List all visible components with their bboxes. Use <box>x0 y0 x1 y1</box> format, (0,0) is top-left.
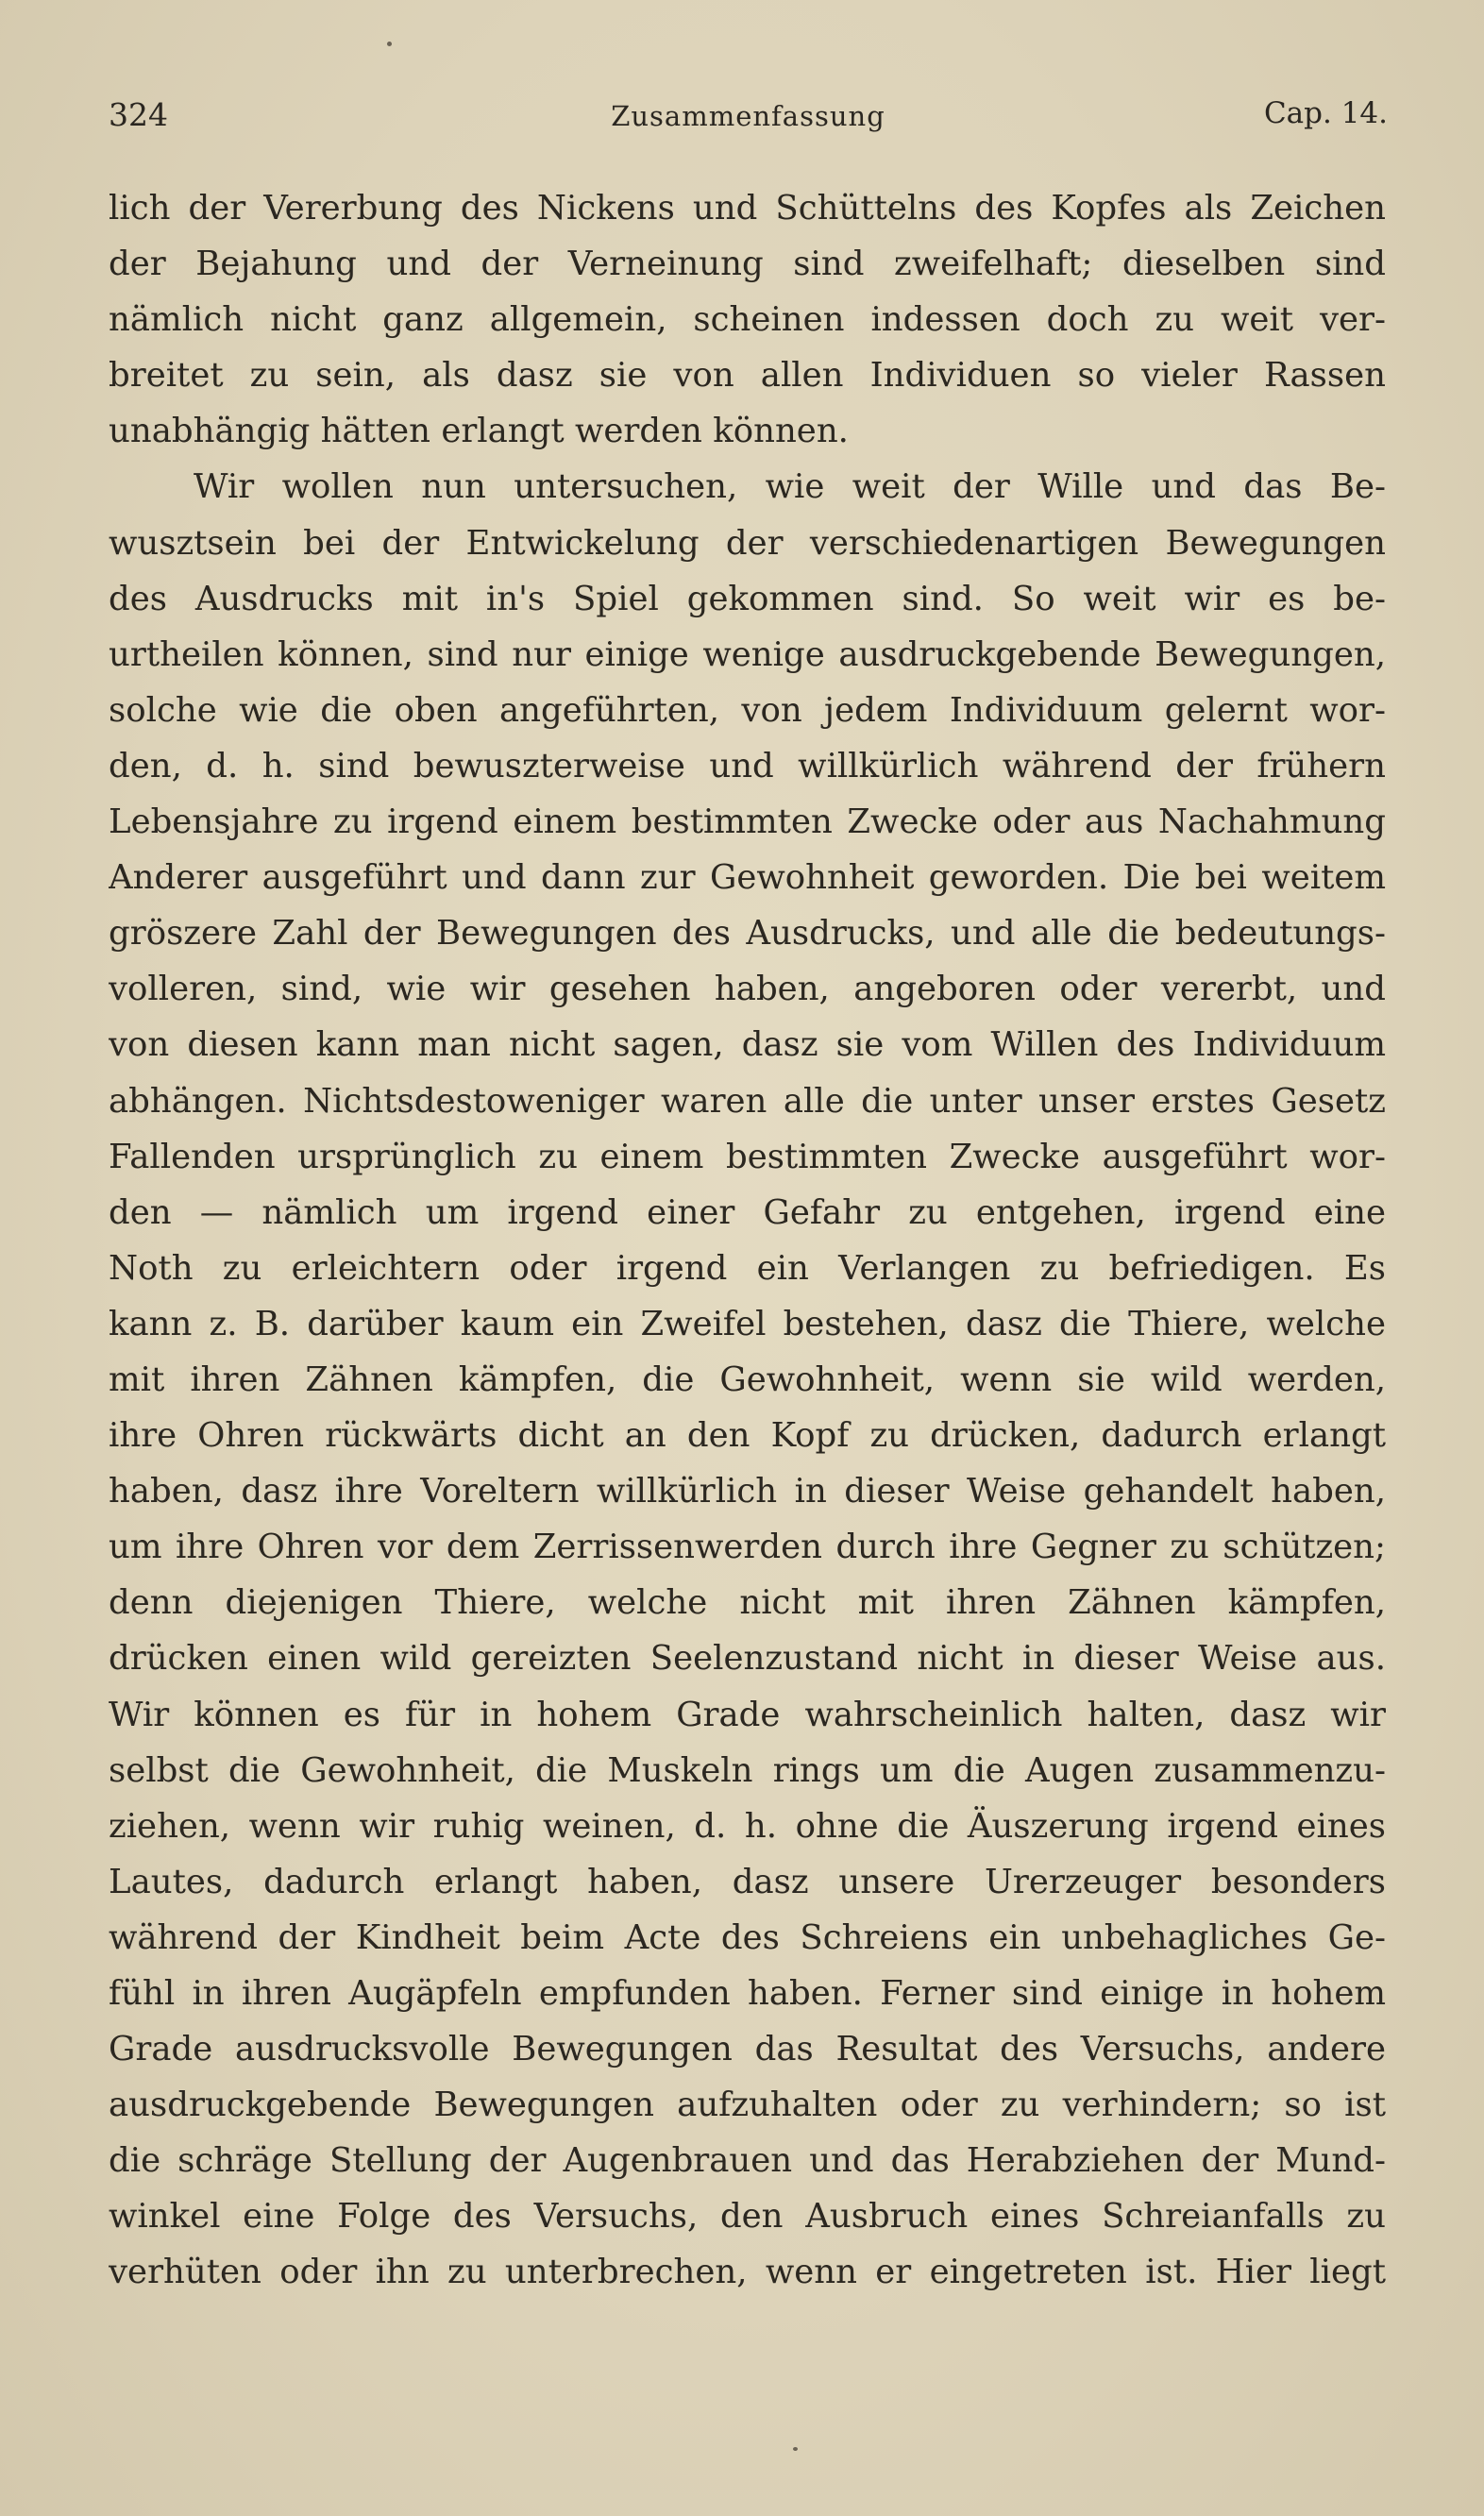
paper-speck-bottom <box>793 2447 798 2451</box>
text-line: drücken einen wild gereizten Seelenzustand nicht in dieser Weise aus. <box>109 1639 1386 1679</box>
text-line: denn diejenigen Thiere, welche nicht mit ihren Zähnen kämpfen, <box>109 1583 1386 1623</box>
paper-speck-top <box>387 42 392 46</box>
text-line: der Bejahung und der Verneinung sind zweifelhaft; dieselben sind <box>109 245 1386 284</box>
text-line: verhüten oder ihn zu unterbrechen, wenn er eingetreten ist. Hier liegt <box>109 2253 1386 2292</box>
text-line: nämlich nicht ganz allgemein, scheinen indessen doch zu weit ver- <box>109 300 1386 340</box>
text-line: den — nämlich um irgend einer Gefahr zu entgehen, irgend eine <box>109 1192 1386 1232</box>
text-line: selbst die Gewohnheit, die Muskeln rings um die Augen zusammenzu- <box>109 1750 1386 1790</box>
text-line: Wir können es für in hohem Grade wahrscheinlich halten, dasz wir <box>109 1695 1386 1734</box>
text-line: den, d. h. sind bewuszterweise und willkürlich während der frühern <box>109 746 1386 785</box>
text-line: breitet zu sein, als dasz sie von allen Individuen so vieler Rassen <box>109 356 1386 396</box>
text-line: kann z. B. darüber kaum ein Zweifel bestehen, dasz die Thiere, welche <box>109 1304 1386 1343</box>
text-line: lich der Vererbung des Nickens und Schüttelns des Kopfes als Zeichen <box>109 189 1386 228</box>
text-line: volleren, sind, wie wir gesehen haben, angeboren oder vererbt, und <box>109 970 1386 1009</box>
text-line: von diesen kann man nicht sagen, dasz sie vom Willen des Individuum <box>109 1025 1386 1065</box>
text-line: ihre Ohren rückwärts dicht an den Kopf zu drücken, dadurch erlangt <box>109 1416 1386 1456</box>
text-line: Noth zu erleichtern oder irgend ein Verlangen zu befriedigen. Es <box>109 1248 1386 1288</box>
page-number: 324 <box>109 96 168 133</box>
text-line: fühl in ihren Augäpfeln empfunden haben. Ferner sind einige in hohem <box>109 1974 1386 2013</box>
text-line: Wir wollen nun untersuchen, wie weit der Wille und das Be- <box>194 467 1386 507</box>
text-line: Lebensjahre zu irgend einem bestimmten Zwecke oder aus Nachahmung <box>109 802 1386 842</box>
text-line: um ihre Ohren vor dem Zerrissenwerden durch ihre Gegner zu schützen; <box>109 1528 1386 1567</box>
text-line: wusztsein bei der Entwickelung der verschiedenartigen Bewegungen <box>109 523 1386 563</box>
text-line: ausdruckgebende Bewegungen aufzuhalten oder zu verhindern; so ist <box>109 2085 1386 2125</box>
text-line: unabhängig hätten erlangt werden können. <box>109 412 849 451</box>
text-line: Grade ausdrucksvolle Bewegungen das Resultat des Versuchs, andere <box>109 2030 1386 2069</box>
text-line: während der Kindheit beim Acte des Schreiens ein unbehagliches Ge- <box>109 1917 1386 1957</box>
text-line: die schräge Stellung der Augenbrauen und das Herabziehen der Mund- <box>109 2141 1386 2181</box>
text-line: mit ihren Zähnen kämpfen, die Gewohnheit, wenn sie wild werden, <box>109 1359 1386 1399</box>
text-line: solche wie die oben angeführten, von jedem Individuum gelernt wor- <box>109 690 1386 730</box>
text-line: des Ausdrucks mit in's Spiel gekommen sind. So weit wir es be- <box>109 579 1386 618</box>
text-line: abhängen. Nichtsdestoweniger waren alle die unter unser erstes Gesetz <box>109 1081 1386 1121</box>
text-line: winkel eine Folge des Versuchs, den Ausbruch eines Schreianfalls zu <box>109 2197 1386 2237</box>
text-line: ziehen, wenn wir ruhig weinen, d. h. ohne die Äuszerung irgend eines <box>109 1806 1386 1846</box>
text-line: urtheilen können, sind nur einige wenige ausdruckgebende Bewegungen, <box>109 634 1386 674</box>
text-line: gröszere Zahl der Bewegungen des Ausdrucks, und alle die bedeutungs- <box>109 914 1386 954</box>
body-text <box>109 180 1386 2301</box>
running-title: Zusammenfassung <box>611 100 885 132</box>
text-line: Anderer ausgeführt und dann zur Gewohnheit geworden. Die bei weitem <box>109 858 1386 898</box>
chapter-reference: Cap. 14. <box>1263 96 1388 130</box>
text-line: Lautes, dadurch erlangt haben, dasz unsere Urerzeuger besonders <box>109 1862 1386 1901</box>
page-header <box>109 96 1388 144</box>
text-line: Fallenden ursprünglich zu einem bestimmten Zwecke ausgeführt wor- <box>109 1137 1386 1176</box>
text-line: haben, dasz ihre Voreltern willkürlich in dieser Weise gehandelt haben, <box>109 1472 1386 1511</box>
